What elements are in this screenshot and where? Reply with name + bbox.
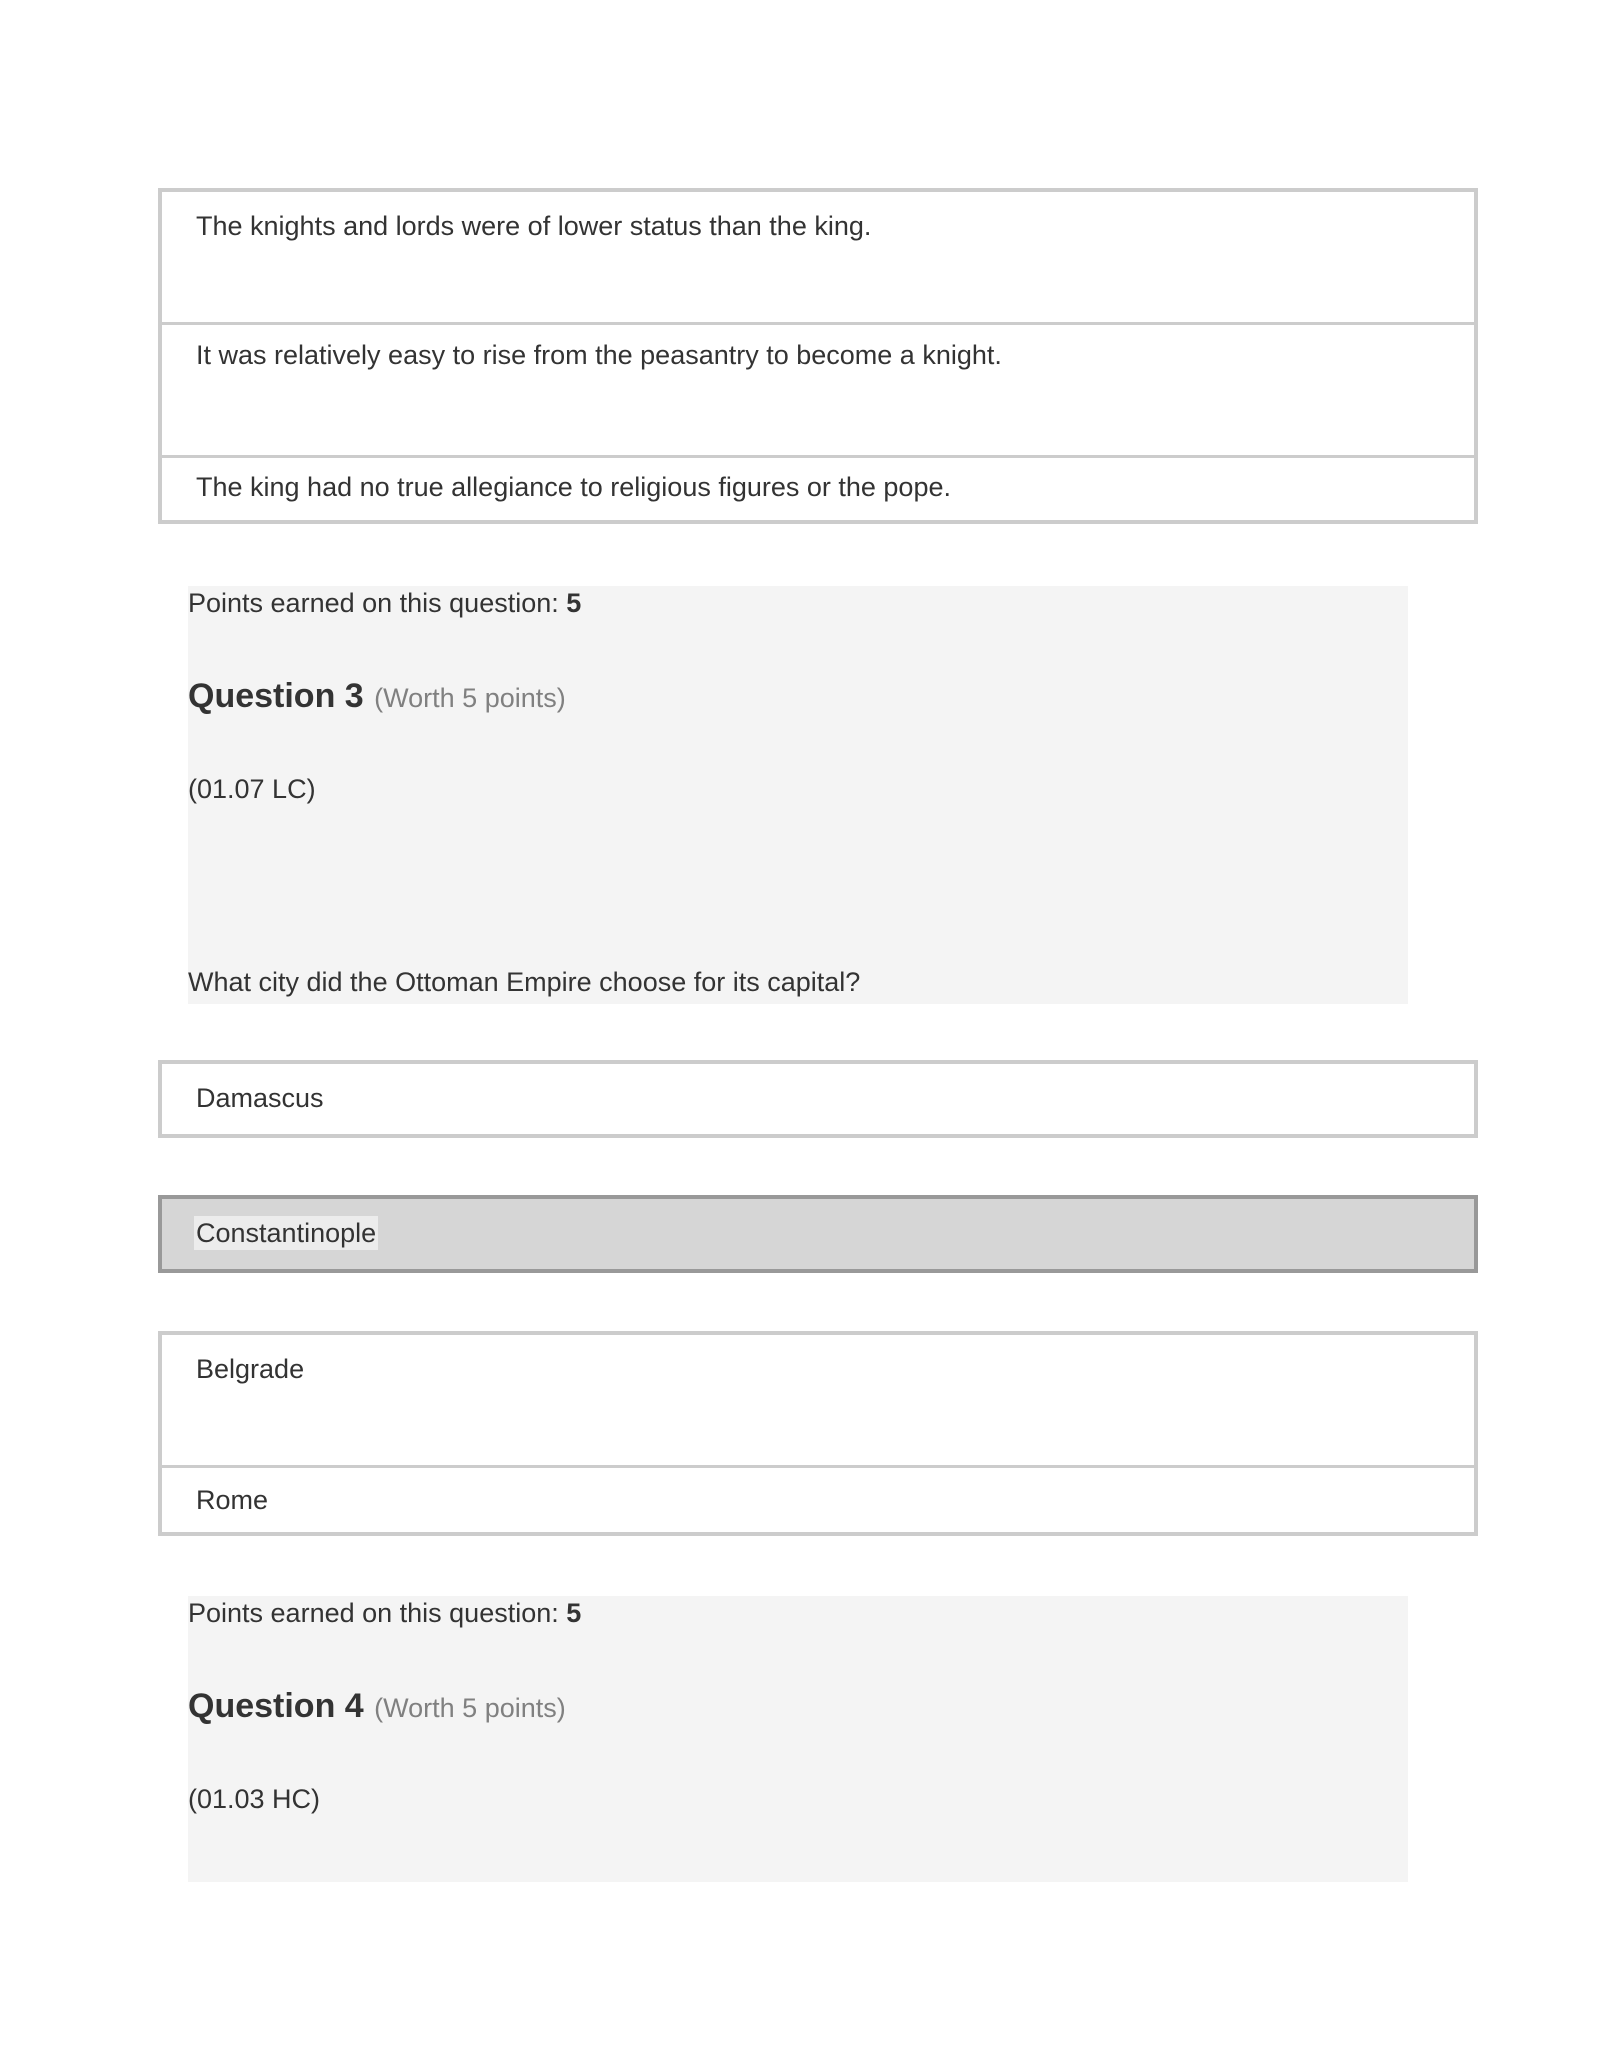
q3-answer-group-rest	[158, 1331, 1478, 1536]
q4-number: Question 4	[188, 1687, 364, 1725]
q3-title	[188, 676, 566, 723]
q2-points-earned	[188, 586, 581, 620]
q3-option-3-label: Belgrade	[196, 1354, 305, 1384]
points-earned-value: 5	[566, 1598, 582, 1628]
q2-option-2[interactable]	[162, 322, 1474, 455]
q3-points-earned	[188, 1596, 581, 1630]
q3-option-4-label: Rome	[196, 1485, 269, 1515]
q3-code: (01.07 LC)	[188, 774, 316, 804]
q3-option-2-label: Constantinople	[196, 1218, 377, 1248]
q3-question-panel	[188, 586, 1408, 1004]
q3-option-1-label: Damascus	[196, 1083, 324, 1113]
q2-option-3-label: The king had no true allegiance to religious figures or the pope.	[196, 472, 951, 502]
q2-option-1-label: The knights and lords were of lower status than the king.	[196, 211, 872, 241]
q4-title	[188, 1686, 566, 1733]
q3-number: Question 3	[188, 677, 364, 715]
q2-option-3[interactable]	[162, 455, 1474, 520]
q3-option-constantinople-selected[interactable]	[158, 1195, 1478, 1273]
q3-prompt: What city did the Ottoman Empire choose for its capital?	[188, 967, 861, 997]
q3-option-2[interactable]	[162, 1199, 1474, 1269]
points-earned-value: 5	[566, 588, 582, 618]
q2-option-2-label: It was relatively easy to rise from the peasantry to become a knight.	[196, 340, 1002, 370]
q3-option-1[interactable]	[162, 1064, 1474, 1134]
points-earned-label: Points earned on this question:	[188, 1598, 559, 1628]
q2-answer-group	[158, 188, 1478, 524]
q3-option-3[interactable]	[162, 1335, 1474, 1465]
q3-worth: (Worth 5 points)	[374, 683, 566, 713]
q4-question-panel	[188, 1596, 1408, 1882]
q4-code: (01.03 HC)	[188, 1784, 321, 1814]
q3-option-damascus[interactable]	[158, 1060, 1478, 1138]
q3-option-4[interactable]	[162, 1465, 1474, 1532]
points-earned-label: Points earned on this question:	[188, 588, 559, 618]
q2-option-1[interactable]	[162, 192, 1474, 322]
q4-worth: (Worth 5 points)	[374, 1693, 566, 1723]
